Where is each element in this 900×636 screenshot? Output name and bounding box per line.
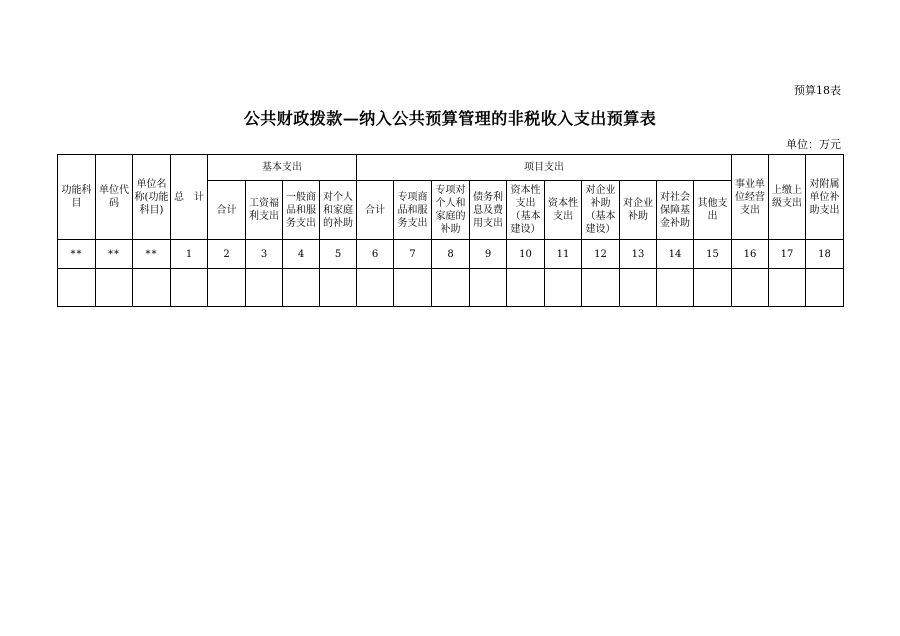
header-project-sub: 合计	[357, 181, 394, 240]
data-cell	[357, 269, 394, 307]
data-cell	[58, 269, 96, 307]
number-cell: 1	[171, 240, 208, 269]
header-project-sub: 债务利息及费用支出	[470, 181, 507, 240]
data-cell	[96, 269, 133, 307]
data-cell	[582, 269, 620, 307]
header-unit-name: 单位名称(功能科目)	[133, 155, 171, 240]
number-cell: 8	[432, 240, 470, 269]
data-cell	[246, 269, 283, 307]
number-cell: 12	[582, 240, 620, 269]
data-cell	[507, 269, 545, 307]
number-cell: 17	[769, 240, 806, 269]
header-project-sub: 资本性支出	[545, 181, 582, 240]
data-cell	[545, 269, 582, 307]
data-cell	[133, 269, 171, 307]
data-cell	[732, 269, 769, 307]
budget-table	[57, 154, 844, 307]
number-cell: 3	[246, 240, 283, 269]
header-basic-sub: 合计	[208, 181, 246, 240]
data-cell	[432, 269, 470, 307]
header-basic-expense: 基本支出	[208, 155, 357, 181]
header-business-expense: 事业单位经营支出	[732, 155, 769, 240]
number-cell: 11	[545, 240, 582, 269]
table-row	[58, 269, 844, 307]
header-project-sub: 对社会保障基金补助	[657, 181, 694, 240]
header-group-row	[58, 155, 844, 181]
number-cell: 9	[470, 240, 507, 269]
number-cell: 7	[394, 240, 432, 269]
data-cell	[806, 269, 844, 307]
unit-label: 单位：万元	[786, 138, 841, 151]
data-cell	[283, 269, 320, 307]
header-total: 总 计	[171, 155, 208, 240]
header-basic-sub: 一般商品和服务支出	[283, 181, 320, 240]
header-affiliate-subsidy: 对附属单位补助支出	[806, 155, 844, 240]
data-cell	[320, 269, 357, 307]
data-cell	[657, 269, 694, 307]
number-cell: 5	[320, 240, 357, 269]
header-project-sub: 对企业补助	[620, 181, 657, 240]
number-cell: **	[133, 240, 171, 269]
header-basic-sub: 工资福利支出	[246, 181, 283, 240]
form-number: 预算18表	[794, 84, 841, 97]
header-project-sub: 对企业补助（基本建设）	[582, 181, 620, 240]
number-cell: 2	[208, 240, 246, 269]
data-cell	[171, 269, 208, 307]
header-unit-code: 单位代码	[96, 155, 133, 240]
data-cell	[394, 269, 432, 307]
header-project-expense: 项目支出	[357, 155, 732, 181]
data-cell	[208, 269, 246, 307]
header-function-code: 功能科目	[58, 155, 96, 240]
number-cell: 16	[732, 240, 769, 269]
data-cell	[470, 269, 507, 307]
number-cell: **	[58, 240, 96, 269]
column-number-row	[58, 240, 844, 269]
header-project-sub: 资本性支出（基本建设）	[507, 181, 545, 240]
header-project-sub: 专项商品和服务支出	[394, 181, 432, 240]
page-title: 公共财政拨款—纳入公共预算管理的非税收入支出预算表	[243, 109, 657, 128]
number-cell: 15	[694, 240, 732, 269]
number-cell: 18	[806, 240, 844, 269]
header-basic-sub: 对个人和家庭的补助	[320, 181, 357, 240]
number-cell: 14	[657, 240, 694, 269]
header-remit-superior: 上缴上级支出	[769, 155, 806, 240]
data-cell	[620, 269, 657, 307]
data-cell	[694, 269, 732, 307]
number-cell: 13	[620, 240, 657, 269]
number-cell: 4	[283, 240, 320, 269]
header-project-sub: 专项对个人和家庭的补助	[432, 181, 470, 240]
number-cell: 6	[357, 240, 394, 269]
data-cell	[769, 269, 806, 307]
number-cell: **	[96, 240, 133, 269]
number-cell: 10	[507, 240, 545, 269]
header-project-sub: 其他支出	[694, 181, 732, 240]
